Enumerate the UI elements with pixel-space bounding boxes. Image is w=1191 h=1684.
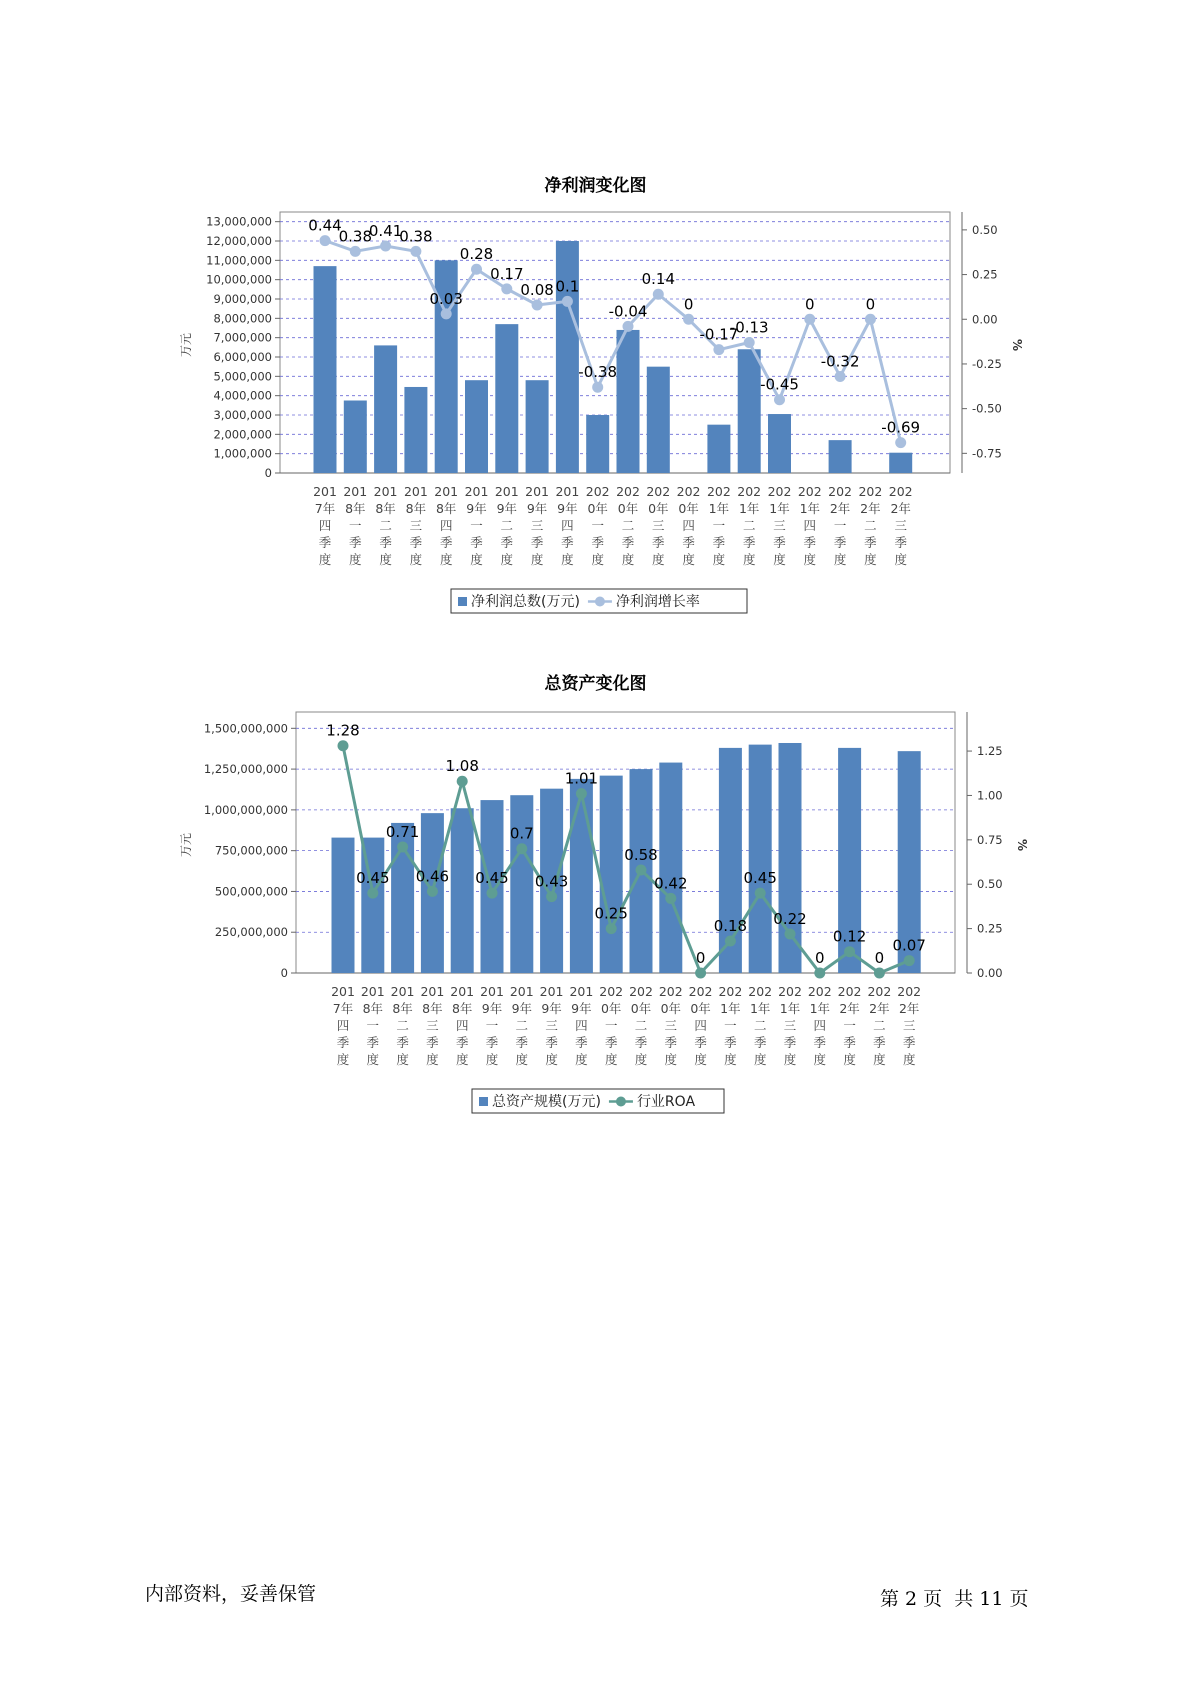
y2-tick-label: -0.50 bbox=[972, 401, 1002, 416]
data-label: 1.01 bbox=[564, 769, 599, 788]
data-label: 0 bbox=[805, 295, 815, 314]
x-tick-label: 201 9年一季度 bbox=[480, 984, 504, 1067]
line-point bbox=[397, 841, 408, 852]
line-point bbox=[904, 955, 915, 966]
data-label: 0.45 bbox=[356, 869, 390, 888]
footer-page-number: 第 2 页 共 11 页 bbox=[880, 1588, 1029, 1610]
x-tick-label: 202 0年四季度 bbox=[676, 484, 701, 567]
x-tick-label: 201 8年一季度 bbox=[343, 484, 368, 567]
data-label: 0.28 bbox=[459, 245, 494, 264]
data-label: 1.08 bbox=[445, 757, 479, 776]
y-axis-title: 万元 bbox=[179, 832, 193, 858]
x-tick-label: 201 8年四季度 bbox=[450, 984, 475, 1067]
data-label: -0.13 bbox=[729, 318, 769, 337]
data-label: -0.45 bbox=[760, 375, 799, 394]
y2-tick-label: 0.50 bbox=[972, 222, 998, 237]
line-point bbox=[546, 891, 557, 902]
legend-bar-label: 总资产规模(万元) bbox=[492, 1094, 601, 1110]
y2-tick-label: 0.00 bbox=[972, 312, 998, 327]
y-tick-label: 1,500,000,000 bbox=[203, 721, 288, 736]
data-label: 0.14 bbox=[641, 270, 676, 289]
x-tick-label: 202 0年一季度 bbox=[585, 484, 610, 567]
bar bbox=[570, 779, 593, 973]
data-label: 0.1 bbox=[555, 277, 580, 296]
x-tick-label: 202 1年二季度 bbox=[737, 484, 762, 567]
legend-line-marker bbox=[616, 1097, 626, 1107]
x-tick-label: 202 2年一季度 bbox=[837, 984, 862, 1067]
y2-axis-title: % bbox=[1010, 338, 1024, 352]
line-point bbox=[367, 888, 378, 899]
line-point bbox=[338, 740, 349, 751]
y2-tick-label: 1.25 bbox=[977, 744, 1003, 759]
data-label: 0.42 bbox=[654, 874, 688, 893]
y-tick-label: 1,000,000,000 bbox=[203, 802, 288, 817]
x-tick-label: 202 1年一季度 bbox=[718, 984, 743, 1067]
x-tick-label: 202 2年三季度 bbox=[888, 484, 913, 567]
bar bbox=[332, 838, 355, 973]
line-point bbox=[427, 886, 438, 897]
y-tick-label: 11,000,000 bbox=[206, 253, 272, 268]
data-label: 0.18 bbox=[713, 917, 748, 936]
legend-line-label: 净利润增长率 bbox=[615, 594, 700, 610]
x-tick-label: 201 8年四季度 bbox=[434, 484, 459, 567]
y-tick-label: 250,000,000 bbox=[214, 925, 288, 940]
bar bbox=[749, 745, 772, 973]
y-tick-label: 10,000,000 bbox=[206, 272, 272, 287]
y-tick-label: 3,000,000 bbox=[213, 408, 272, 422]
data-label: 0.45 bbox=[743, 869, 777, 888]
y2-tick-label: 1.00 bbox=[977, 788, 1003, 803]
y2-tick-label: 0.25 bbox=[972, 267, 998, 282]
data-label: 0.38 bbox=[399, 227, 433, 246]
x-tick-label: 201 8年三季度 bbox=[403, 484, 428, 567]
line-point bbox=[755, 888, 766, 899]
y-tick-label: 500,000,000 bbox=[214, 884, 288, 899]
data-label: 0.12 bbox=[832, 927, 867, 946]
x-tick-label: 201 8年二季度 bbox=[373, 484, 398, 567]
total-assets-chart-title: 总资产变化图 bbox=[544, 674, 647, 694]
y-tick-label: 4,000,000 bbox=[213, 388, 272, 403]
bar bbox=[451, 808, 474, 973]
y-tick-label: 2,000,000 bbox=[213, 427, 272, 442]
bar bbox=[659, 763, 682, 973]
line-point bbox=[725, 936, 736, 947]
line-point bbox=[785, 928, 796, 939]
data-label: 0.25 bbox=[594, 904, 628, 923]
y2-tick-label: 0.25 bbox=[977, 921, 1003, 936]
data-label: 0 bbox=[695, 949, 706, 967]
x-tick-label: 202 0年三季度 bbox=[658, 984, 683, 1067]
y-tick-label: 1,250,000,000 bbox=[203, 762, 288, 777]
y-tick-label: 8,000,000 bbox=[213, 311, 272, 326]
line-point bbox=[844, 946, 855, 957]
x-tick-label: 201 9年三季度 bbox=[525, 484, 550, 567]
data-label: -0.32 bbox=[820, 352, 860, 371]
x-tick-label: 202 1年三季度 bbox=[778, 984, 802, 1067]
line-point bbox=[487, 888, 498, 899]
legend-line-label: 行业ROA bbox=[636, 1094, 696, 1110]
y-tick-label: 13,000,000 bbox=[206, 214, 272, 229]
x-tick-label: 202 0年三季度 bbox=[646, 484, 671, 567]
x-tick-label: 202 0年四季度 bbox=[688, 984, 713, 1067]
data-label: 0.22 bbox=[773, 909, 807, 928]
x-tick-label: 201 9年四季度 bbox=[569, 984, 594, 1067]
legend-bar-label: 净利润总数(万元) bbox=[471, 594, 580, 610]
x-tick-label: 202 1年三季度 bbox=[767, 484, 792, 567]
line-point bbox=[606, 923, 617, 934]
data-label: -0.38 bbox=[578, 363, 618, 382]
x-tick-label: 201 9年四季度 bbox=[555, 484, 580, 567]
x-tick-label: 202 0年二季度 bbox=[629, 984, 653, 1067]
line-point bbox=[814, 968, 825, 979]
data-label: 0.17 bbox=[490, 264, 524, 283]
data-label: 0.41 bbox=[368, 221, 403, 240]
x-tick-label: 202 2年二季度 bbox=[858, 484, 883, 567]
y-tick-label: 6,000,000 bbox=[213, 350, 272, 364]
line-point bbox=[665, 893, 676, 904]
x-tick-label: 202 1年二季度 bbox=[748, 984, 773, 1067]
x-tick-label: 201 8年二季度 bbox=[390, 984, 415, 1067]
line-point bbox=[576, 788, 587, 799]
y-tick-label: 1,000,000 bbox=[213, 446, 272, 461]
line-point bbox=[695, 968, 706, 979]
x-tick-label: 201 8年三季度 bbox=[420, 984, 445, 1067]
x-tick-label: 201 8年一季度 bbox=[360, 984, 385, 1067]
data-label: 0 bbox=[865, 295, 876, 314]
line-point bbox=[874, 968, 885, 979]
data-label: 0.7 bbox=[509, 824, 534, 843]
line-point bbox=[516, 843, 527, 854]
y2-tick-label: 0.00 bbox=[977, 966, 1003, 980]
y-tick-label: 750,000,000 bbox=[214, 843, 288, 858]
data-label: 0.44 bbox=[308, 216, 342, 235]
data-label: -0.04 bbox=[608, 302, 648, 321]
x-tick-label: 201 9年三季度 bbox=[539, 984, 564, 1067]
legend-bar-swatch bbox=[479, 1097, 488, 1106]
data-label: 0 bbox=[874, 949, 885, 967]
net-profit-chart-title: 净利润变化图 bbox=[544, 176, 647, 196]
x-tick-label: 202 2年三季度 bbox=[897, 984, 922, 1067]
data-label: 0 bbox=[683, 295, 694, 314]
x-tick-label: 201 7年四季度 bbox=[313, 484, 337, 567]
x-tick-label: 202 1年四季度 bbox=[807, 984, 832, 1067]
x-tick-label: 201 7年四季度 bbox=[331, 984, 355, 1067]
data-label: 0 bbox=[815, 949, 825, 967]
data-label: 0.46 bbox=[415, 867, 450, 886]
y-tick-label: 7,000,000 bbox=[213, 330, 272, 345]
footer-confidential-note: 内部资料，妥善保管 bbox=[145, 1583, 317, 1605]
x-tick-label: 202 0年二季度 bbox=[616, 484, 640, 567]
y2-tick-label: -0.75 bbox=[972, 446, 1002, 461]
data-label: -0.69 bbox=[881, 418, 921, 437]
data-label: 0.03 bbox=[429, 289, 463, 308]
y-tick-label: 0 bbox=[280, 966, 288, 980]
y-tick-label: 5,000,000 bbox=[213, 369, 272, 384]
x-tick-label: 202 0年一季度 bbox=[599, 984, 624, 1067]
x-tick-label: 201 9年二季度 bbox=[494, 484, 519, 567]
data-label: 0.38 bbox=[338, 227, 373, 246]
data-label: 0.58 bbox=[624, 846, 658, 865]
y-tick-label: 9,000,000 bbox=[213, 292, 272, 306]
x-tick-label: 201 9年一季度 bbox=[464, 484, 489, 567]
bar bbox=[600, 776, 623, 973]
y2-tick-label: 0.50 bbox=[977, 877, 1003, 892]
y2-axis-title: % bbox=[1015, 838, 1029, 852]
data-label: 0.71 bbox=[385, 822, 420, 841]
data-label: 0.43 bbox=[534, 872, 569, 891]
y2-tick-label: -0.25 bbox=[972, 356, 1002, 371]
data-label: 0.45 bbox=[475, 869, 509, 888]
y-tick-label: 0 bbox=[264, 466, 272, 480]
y-tick-label: 12,000,000 bbox=[206, 234, 272, 248]
line-point bbox=[457, 776, 468, 787]
data-label: 1.28 bbox=[326, 721, 360, 740]
data-label: 0.08 bbox=[520, 280, 554, 299]
x-tick-label: 202 2年一季度 bbox=[828, 484, 853, 567]
line-point bbox=[636, 865, 647, 876]
x-tick-label: 201 9年二季度 bbox=[509, 984, 534, 1067]
bar bbox=[510, 795, 533, 973]
x-tick-label: 202 2年二季度 bbox=[867, 984, 892, 1067]
data-label: -0.17 bbox=[699, 325, 739, 344]
x-tick-label: 202 1年四季度 bbox=[797, 484, 822, 567]
y-axis-title: 万元 bbox=[179, 332, 193, 358]
y2-tick-label: 0.75 bbox=[977, 832, 1003, 847]
data-label: 0.07 bbox=[892, 936, 926, 955]
x-tick-label: 202 1年一季度 bbox=[706, 484, 731, 567]
